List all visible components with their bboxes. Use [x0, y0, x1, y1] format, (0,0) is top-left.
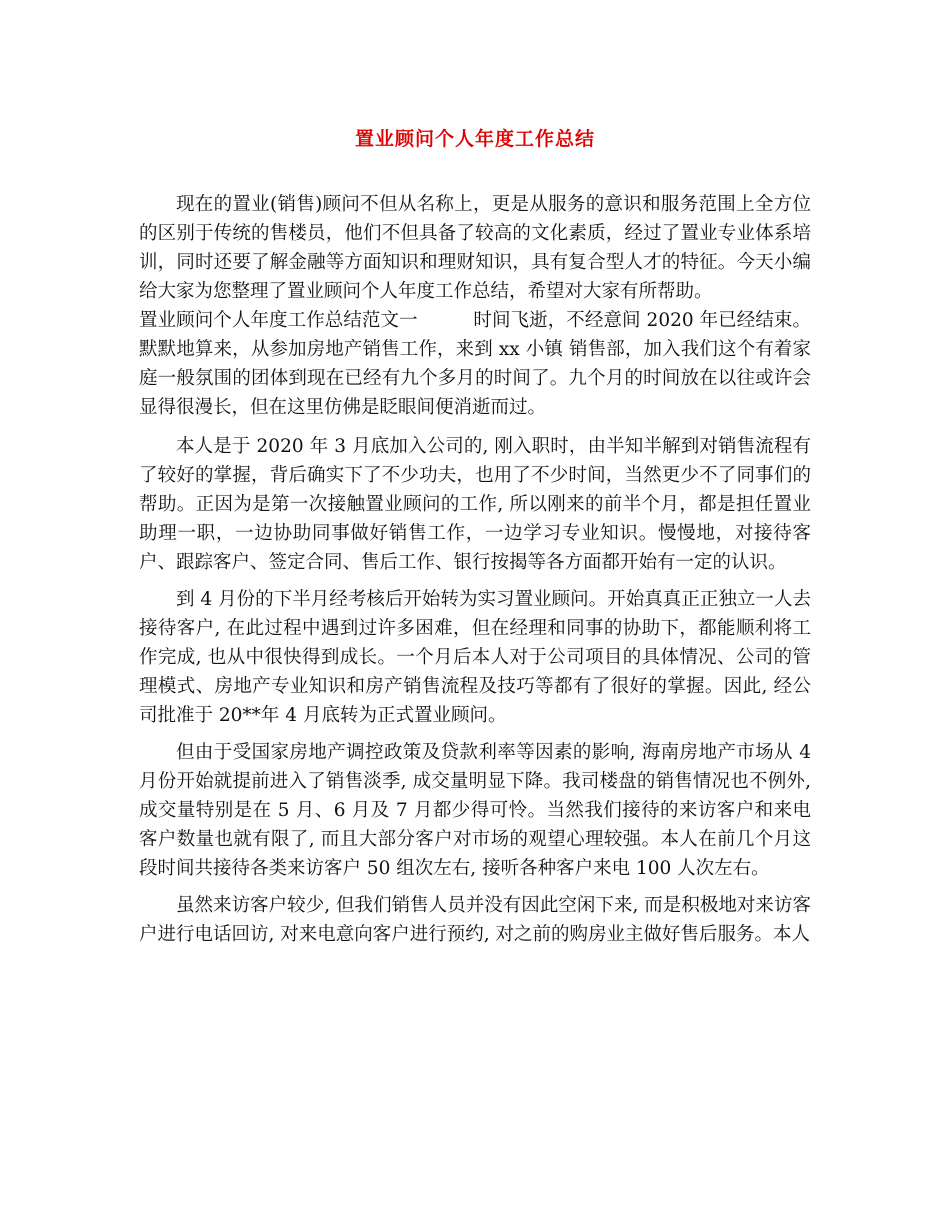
body-paragraph: 但由于受国家房地产调控政策及贷款利率等因素的影响, 海南房地产市场从 4 月份开始就提前进入了销售淡季, 成交量明显下降。我司楼盘的销售情况也不例外, 成交量特别是在 5 月、6 月及 7 月都少得可怜。当然我们接待的来访客户和来电客户数量也就有限了, 而且大部分客户对市场的观望心理较强。本人在前几个月这段时间共接待各类来访客户 50 组次左右, 接听各种客户来电 100 人次左右。: [139, 742, 811, 879]
body-paragraph: 虽然来访客户较少, 但我们销售人员并没有因此空闲下来, 而是积极地对来访客户进行电话回访, 对来电意向客户进行预约, 对之前的购房业主做好售后服务。本人: [139, 895, 811, 945]
body-paragraph: 到 4 月份的下半月经考核后开始转为实习置业顾问。开始真真正正独立一人去接待客户, 在此过程中遇到过许多困难，但在经理和同事的协助下，都能顺利将工作完成, 也从中很快得到成长。一个月后本人对于公司项目的具体情况、公司的管理模式、房地产专业知识和房产销售流程及技巧等都有了很好的掌握。因此, 经公司批准于 20**年 4 月底转为正式置业顾问。: [139, 589, 811, 726]
sample-paragraph: 置业顾问个人年度工作总结范文一 时间飞逝，不经意间 2020 年已经结束。默默地算来，从参加房地产销售工作，来到 xx 小镇 销售部，加入我们这个有着家庭一般氛围的团体到现在已经有九个多月的时间了。九个月的时间放在以往或许会显得很漫长，但在这里仿佛是眨眼间便消逝而过。: [139, 310, 811, 418]
body-paragraph: 本人是于 2020 年 3 月底加入公司的, 刚入职时，由半知半解到对销售流程有了较好的掌握，背后确实下了不少功夫，也用了不少时间，当然更少不了同事们的帮助。正因为是第一次接触置业顾问的工作, 所以刚来的前半个月，都是担任置业助理一职，一边协助同事做好销售工作，一边学习专业知识。慢慢地，对接待客户、跟踪客户、签定合同、售后工作、银行按揭等各方面都开始有一定的认识。: [139, 436, 811, 573]
document-title: 置业顾问个人年度工作总结: [354, 128, 595, 150]
document-body: [139, 190, 811, 957]
intro-paragraph: 现在的置业(销售)顾问不但从名称上，更是从服务的意识和服务范围上全方位的区别于传统的售楼员，他们不但具备了较高的文化素质，经过了置业专业体系培训，同时还要了解金融等方面知识和理财知识，具有复合型人才的特征。今天小编给大家为您整理了置业顾问个人年度工作总结，希望对大家有所帮助。: [139, 194, 811, 302]
